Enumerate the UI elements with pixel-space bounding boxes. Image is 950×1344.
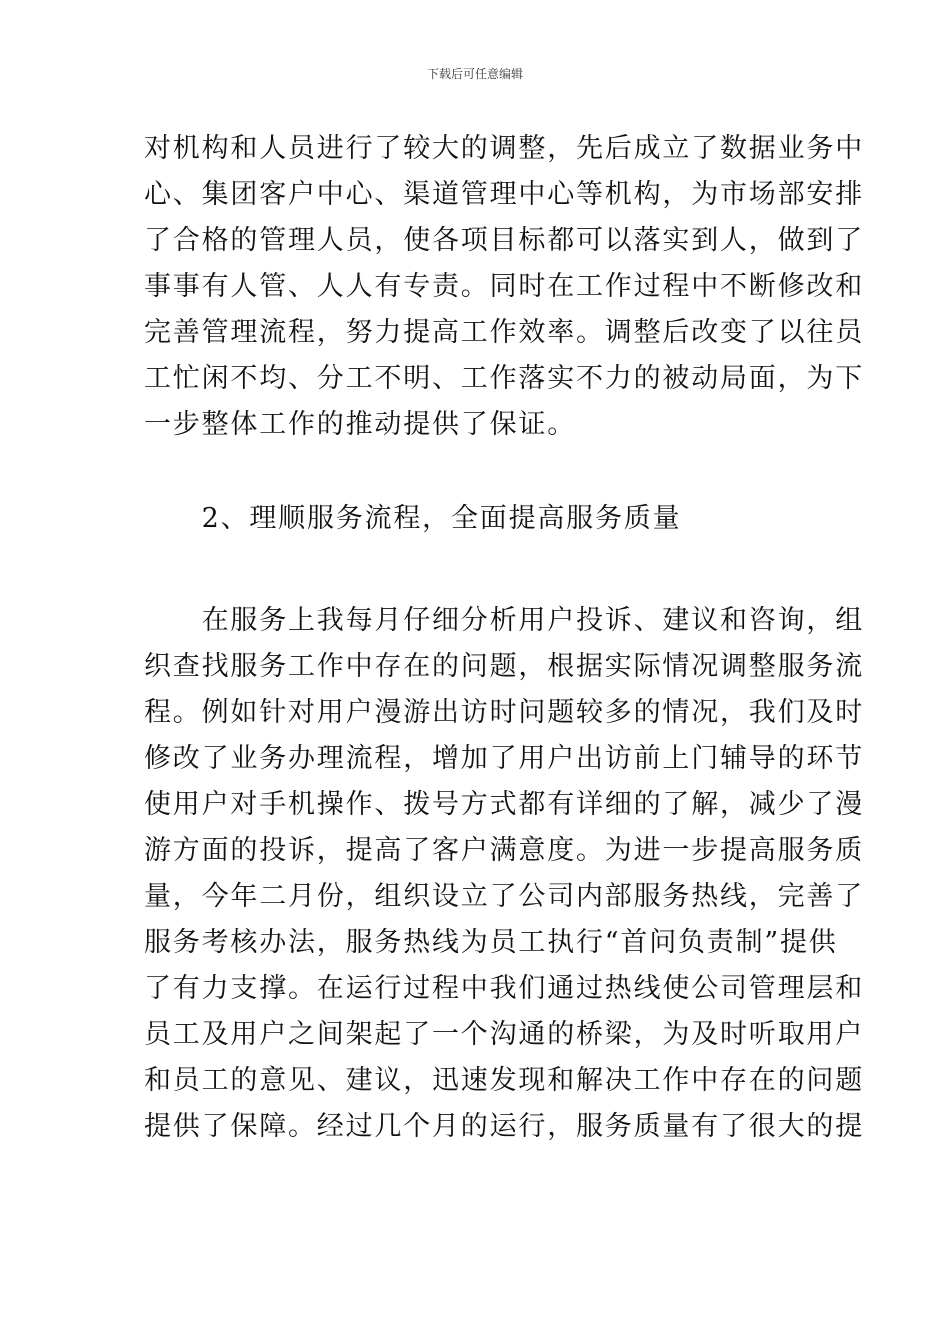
paragraph-line: 使用户对手机操作、拨号方式都有详细的了解，减少了漫 [144,789,864,820]
paragraph-line: 游方面的投诉，提高了客户满意度。为进一步提高服务质 [144,835,864,866]
paragraph-line: 程。例如针对用户漫游出访时问题较多的情况，我们及时 [144,697,864,728]
paragraph-line: 了合格的管理人员，使各项目标都可以落实到人，做到了 [144,225,864,256]
paragraph-spacer [144,542,808,598]
paragraph-line: 织查找服务工作中存在的问题，根据实际情况调整服务流 [144,651,864,682]
paragraph-line: 和员工的意见、建议，迅速发现和解决工作中存在的问题 [144,1065,864,1096]
paragraph-line: 提供了保障。经过几个月的运行，服务质量有了很大的提 [144,1111,864,1142]
document-body [144,126,864,1150]
paragraph-line: 心、集团客户中心、渠道管理中心等机构，为市场部安排 [144,179,864,210]
paragraph-line: 服务考核办法，服务热线为员工执行“首问负责制”提供 [144,927,838,958]
paragraph-line: 一步整体工作的推动提供了保证。 [144,409,576,440]
paragraph-line: 修改了业务办理流程，增加了用户出访前上门辅导的环节 [144,743,864,774]
paragraph-line: 员工及用户之间架起了一个沟通的桥梁，为及时听取用户 [144,1019,864,1050]
paragraph-line: 事事有人管、人人有专责。同时在工作过程中不断修改和 [144,271,864,302]
section-heading: 2、理顺服务流程，全面提高服务质量 [144,503,682,534]
paragraph-line: 对机构和人员进行了较大的调整，先后成立了数据业务中 [144,133,864,164]
paragraph-line: 工忙闲不均、分工不明、工作落实不力的被动局面，为下 [144,363,864,394]
paragraph-line: 了有力支撑。在运行过程中我们通过热线使公司管理层和 [144,973,864,1004]
paragraph-1 [144,126,864,448]
paragraph-line: 完善管理流程，努力提高工作效率。调整后改变了以往员 [144,317,864,348]
page-header: 下载后可任意编辑 [426,67,523,81]
paragraph-spacer [144,448,808,496]
paragraph-2 [144,598,864,1150]
paragraph-line: 量，今年二月份，组织设立了公司内部服务热线，完善了 [144,881,864,912]
paragraph-line: 在服务上我每月仔细分析用户投诉、建议和咨询，组 [144,605,864,636]
